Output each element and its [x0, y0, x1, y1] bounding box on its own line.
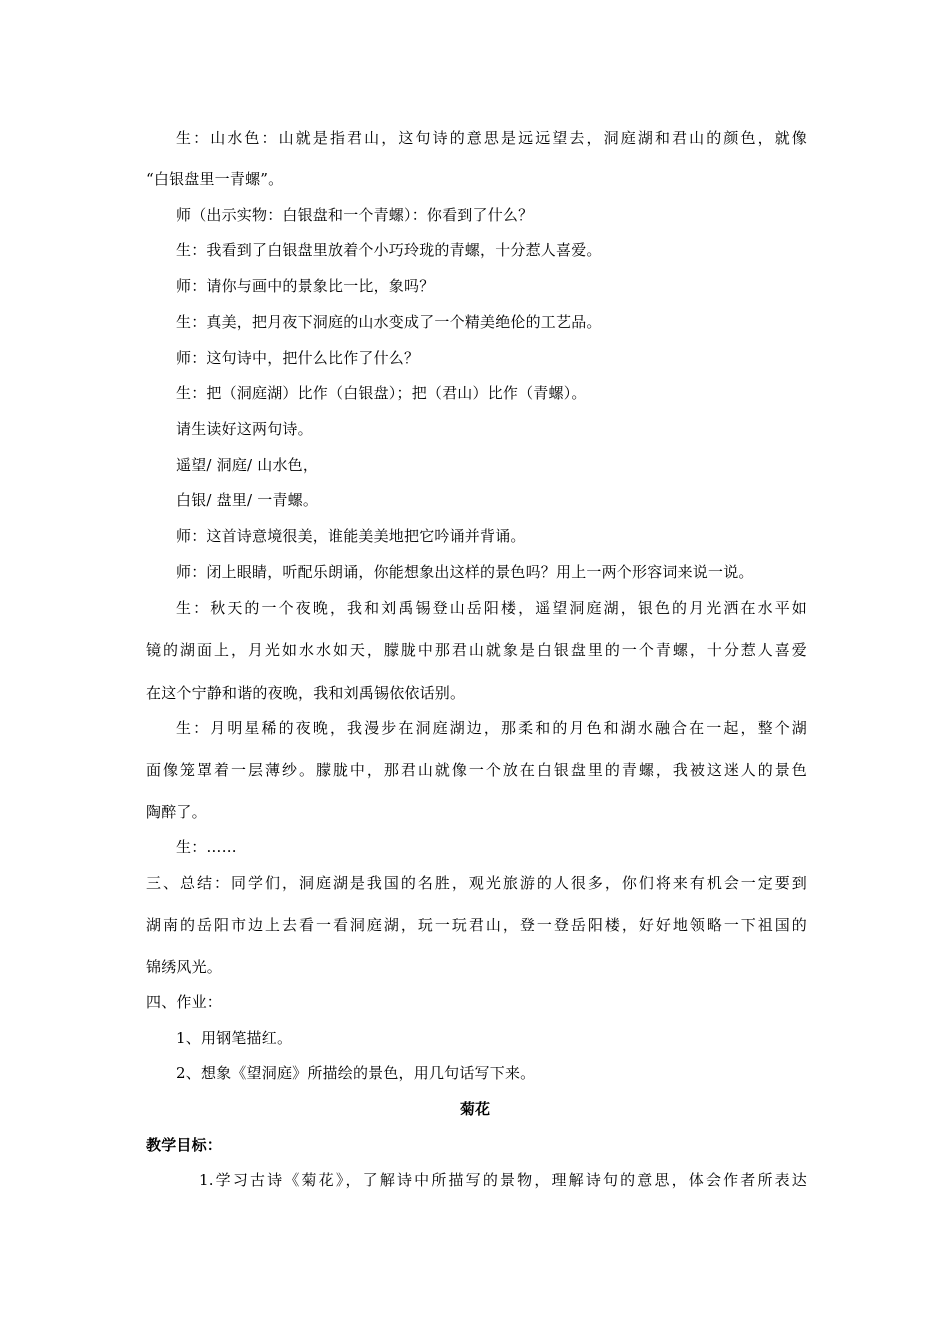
paragraph-line: 生：月明星稀的夜晚，我漫步在洞庭湖边，那柔和的月色和湖水融合在一起，整个湖: [176, 719, 807, 737]
list-item: 1、用钢笔描红。: [176, 1029, 293, 1047]
paragraph-line: “白银盘里一青螺”。: [146, 170, 284, 188]
paragraph-line: 生：把（洞庭湖）比作（白银盘）；把（君山）比作（青螺）。: [176, 384, 587, 402]
paragraph-line: 师（出示实物：白银盘和一个青螺）：你看到了什么？: [176, 206, 534, 224]
paragraph-line: 生：山水色：山就是指君山，这句诗的意思是远远望去，洞庭湖和君山的颜色，就像: [176, 129, 807, 147]
paragraph-line: 师：闭上眼睛，听配乐朗诵，你能想象出这样的景色吗？用上一两个形容词来说一说。: [176, 563, 754, 581]
paragraph-line: 生：……: [176, 838, 237, 856]
paragraph-line: 镜的湖面上，月光如水水如天，朦胧中那君山就象是白银盘里的一个青螺，十分惹人喜爱: [146, 641, 807, 659]
paragraph-line: 湖南的岳阳市边上去看一看洞庭湖，玩一玩君山，登一登岳阳楼，好好地领略一下祖国的: [146, 916, 807, 934]
paragraph-line: 生：真美，把月夜下洞庭的山水变成了一个精美绝伦的工艺品。: [176, 313, 602, 331]
paragraph-line: 面像笼罩着一层薄纱。朦胧中，那君山就像一个放在白银盘里的青螺，我被这迷人的景色: [146, 761, 807, 779]
paragraph-line: 生：秋天的一个夜晚，我和刘禹锡登山岳阳楼，遥望洞庭湖，银色的月光洒在水平如: [176, 599, 807, 617]
lesson-title: 菊花: [459, 1100, 490, 1118]
poem-line: 白银/ 盘里/ 一青螺。: [176, 491, 319, 509]
poem-line: 遥望/ 洞庭/ 山水色，: [176, 456, 319, 474]
paragraph-line: 陶醉了。: [146, 803, 207, 821]
list-item: 2、想象《望洞庭》所描绘的景色，用几句话写下来。: [176, 1064, 536, 1082]
objective-item: 1.学习古诗《菊花》，了解诗中所描写的景物，理解诗句的意思，体会作者所表达: [199, 1171, 807, 1189]
objectives-heading: 教学目标：: [146, 1136, 223, 1154]
paragraph-line: 锦绣风光。: [146, 958, 223, 976]
paragraph-line: 生：我看到了白银盘里放着个小巧玲珑的青螺，十分惹人喜爱。: [176, 241, 602, 259]
paragraph-line: 师：请你与画中的景象比一比，象吗？: [176, 277, 435, 295]
paragraph-line: 在这个宁静和谐的夜晚，我和刘禹锡依依话别。: [146, 684, 466, 702]
section-heading-homework: 四、作业：: [146, 993, 223, 1011]
paragraph-line: 请生读好这两句诗。: [176, 420, 313, 438]
paragraph-line: 师：这句诗中，把什么比作了什么？: [176, 349, 420, 367]
paragraph-line: 师：这首诗意境很美，谁能美美地把它吟诵并背诵。: [176, 527, 526, 545]
section-heading-summary: 三、总结：同学们，洞庭湖是我国的名胜，观光旅游的人很多，你们将来有机会一定要到: [146, 874, 807, 892]
